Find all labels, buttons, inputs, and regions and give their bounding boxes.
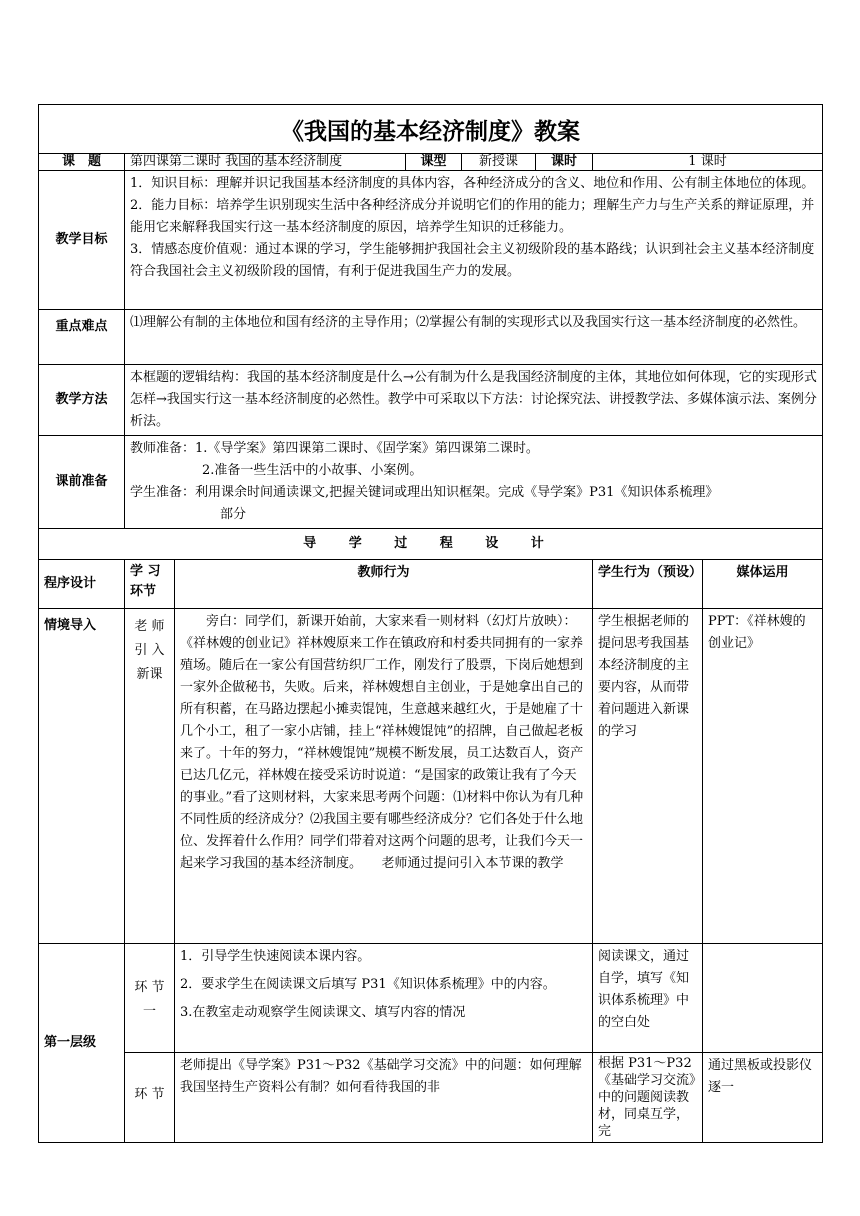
preparation-content [125,436,823,529]
process-section-title: 导 学 过 程 设 计 [39,529,823,560]
key-points-content: ⑴理解公有制的主体地位和国有经济的主导作用；⑵掌握公有制的实现形式以及我国实行这一基本经济制度的必然性。 [125,310,823,365]
col-program-header: 程序设计 [39,560,125,609]
methods-content: 本框题的逻辑结构：我国的基本经济制度是什么→公有制为什么是我国经济制度的主体，其地位如何体现，它的实现形式怎样→我国实行这一基本经济制度的必然性。教学中可采取以下方法：讨论探究法、讲授教学法、多媒体演示法、案例分析法。 [125,365,823,436]
preparation-teacher-line: 教师准备：1.《导学案》第四课第二课时、《固学案》第四课第二课时。 [130,441,539,456]
intro-student-cell: 学生根据老师的提问思考我国基本经济制度的主要内容，从而带着问题进入新课的学习 [593,609,703,944]
lesson-plan-table [38,104,823,1143]
key-points-label: 重点难点 [39,310,125,365]
level1-teacher1-line2: 2．要求学生在阅读课文后填写 P31《知识体系梳理》中的内容。 [180,977,556,992]
course-label: 课 题 [39,154,125,171]
level1-teacher1-cell [175,944,593,1053]
level1-media2-cell: 通过黑板或投影仪逐一 [703,1053,823,1143]
intro-step-cell: 老 师 引 入 新课 [125,609,175,944]
type-label: 课型 [406,154,462,171]
col-step-header: 学 习 环节 [125,560,175,609]
methods-label: 教学方法 [39,365,125,436]
document-title: 《我国的基本经济制度》教案 [39,105,823,154]
preparation-student-line: 学生准备：利用课余时间通读课文,把握关键词或理出知识框架。完成《导学案》P31《知识体系梳理》 [130,485,719,500]
level1-step2-cell: 环 节 [125,1053,175,1143]
col-media-header: 媒体运用 [703,560,823,609]
preparation-label: 课前准备 [39,436,125,529]
objective-knowledge: 1．知识目标：理解并识记我国基本经济制度的具体内容，各种经济成分的含义、地位和作用、公有制主体地位的体现。 [130,176,815,191]
type-value: 新授课 [462,154,536,171]
preparation-teacher-line2: 2.准备一些生活中的小故事、小案例。 [202,463,423,478]
course-value: 第四课第二课时 我国的基本经济制度 [125,154,406,171]
level1-student2-cell: 根据 P31～P32《基础学习交流》中的问题阅读教材，同桌互学，完 [593,1053,703,1143]
objective-attitude: 3．情感态度价值观：通过本课的学习，学生能够拥护我国社会主义初级阶段的基本路线；认识到社会主义基本经济制度符合我国社会主义初级阶段的国情，有利于促进我国生产力的发展。 [130,242,815,279]
hours-value: 1 课时 [593,154,823,171]
objectives-content [125,171,823,310]
level1-teacher2-cell: 老师提出《导学案》P31～P32《基础学习交流》中的问题：如何理解我国坚持生产资料公有制？如何看待我国的非 [175,1053,593,1143]
preparation-student-line2: 部分 [220,507,247,522]
level1-media1-cell [703,944,823,1053]
level1-teacher1-line1: 1．引导学生快速阅读本课内容。 [180,949,371,964]
lesson-plan-document [38,104,822,1143]
col-student-header: 学生行为（预设） [593,560,703,609]
intro-teacher-text: 旁白：同学们，新课开始前，大家来看一则材料（幻灯片放映）：《祥林嫂的创业记》祥林嫂原来工作在镇政府和村委共同拥有的一家养殖场。随后在一家公有国营纺织厂工作，刚发行了股票，下岗后她想到一家外企做秘书，失败。后来，祥林嫂想自主创业，于是她拿出自己的所有积蓄，在马路边摆起小摊卖馄饨，生意越来越红火，于是她雇了十几个小工，租了一家小店铺，挂上“祥林嫂馄饨”的招牌，自己做起老板来了。十年的努力，“祥林嫂馄饨”规模不断发展，员工达数百人，资产已达几亿元，祥林嫂在接受采访时说道：“是国家的政策让我有了今天的事业。”看了这则材料，大家来思考两个问题：⑴材料中你认为有几种不同性质的经济成分？⑵我国主要有哪些经济成分？它们各处于什么地位、发挥着什么作用？同学们带着对这两个问题的思考，让我们今天一起来学习我国的基本经济制度。 老师通过提问引入本节课的教学 [180,614,584,871]
col-teacher-header: 教师行为 [175,560,593,609]
level1-program-cell: 第一层级 [39,944,125,1143]
intro-teacher-cell [175,609,593,944]
objectives-label: 教学目标 [39,171,125,310]
level1-teacher1-line3: 3.在教室走动观察学生阅读课文、填写内容的情况 [180,1005,466,1020]
intro-program-cell: 情境导入 [39,609,125,944]
intro-media-cell: PPT：《祥林嫂的创业记》 [703,609,823,944]
objective-ability: 2．能力目标：培养学生识别现实生活中各种经济成分并说明它们的作用的能力；理解生产力与生产关系的辩证原理，并能用它来解释我国实行这一基本经济制度的原因，培养学生知识的迁移能力。 [130,198,815,235]
level1-step1-cell: 环 节 一 [125,944,175,1053]
level1-student1-cell: 阅读课文，通过自学，填写《知识体系梳理》中的空白处 [593,944,703,1053]
hours-label: 课时 [536,154,593,171]
